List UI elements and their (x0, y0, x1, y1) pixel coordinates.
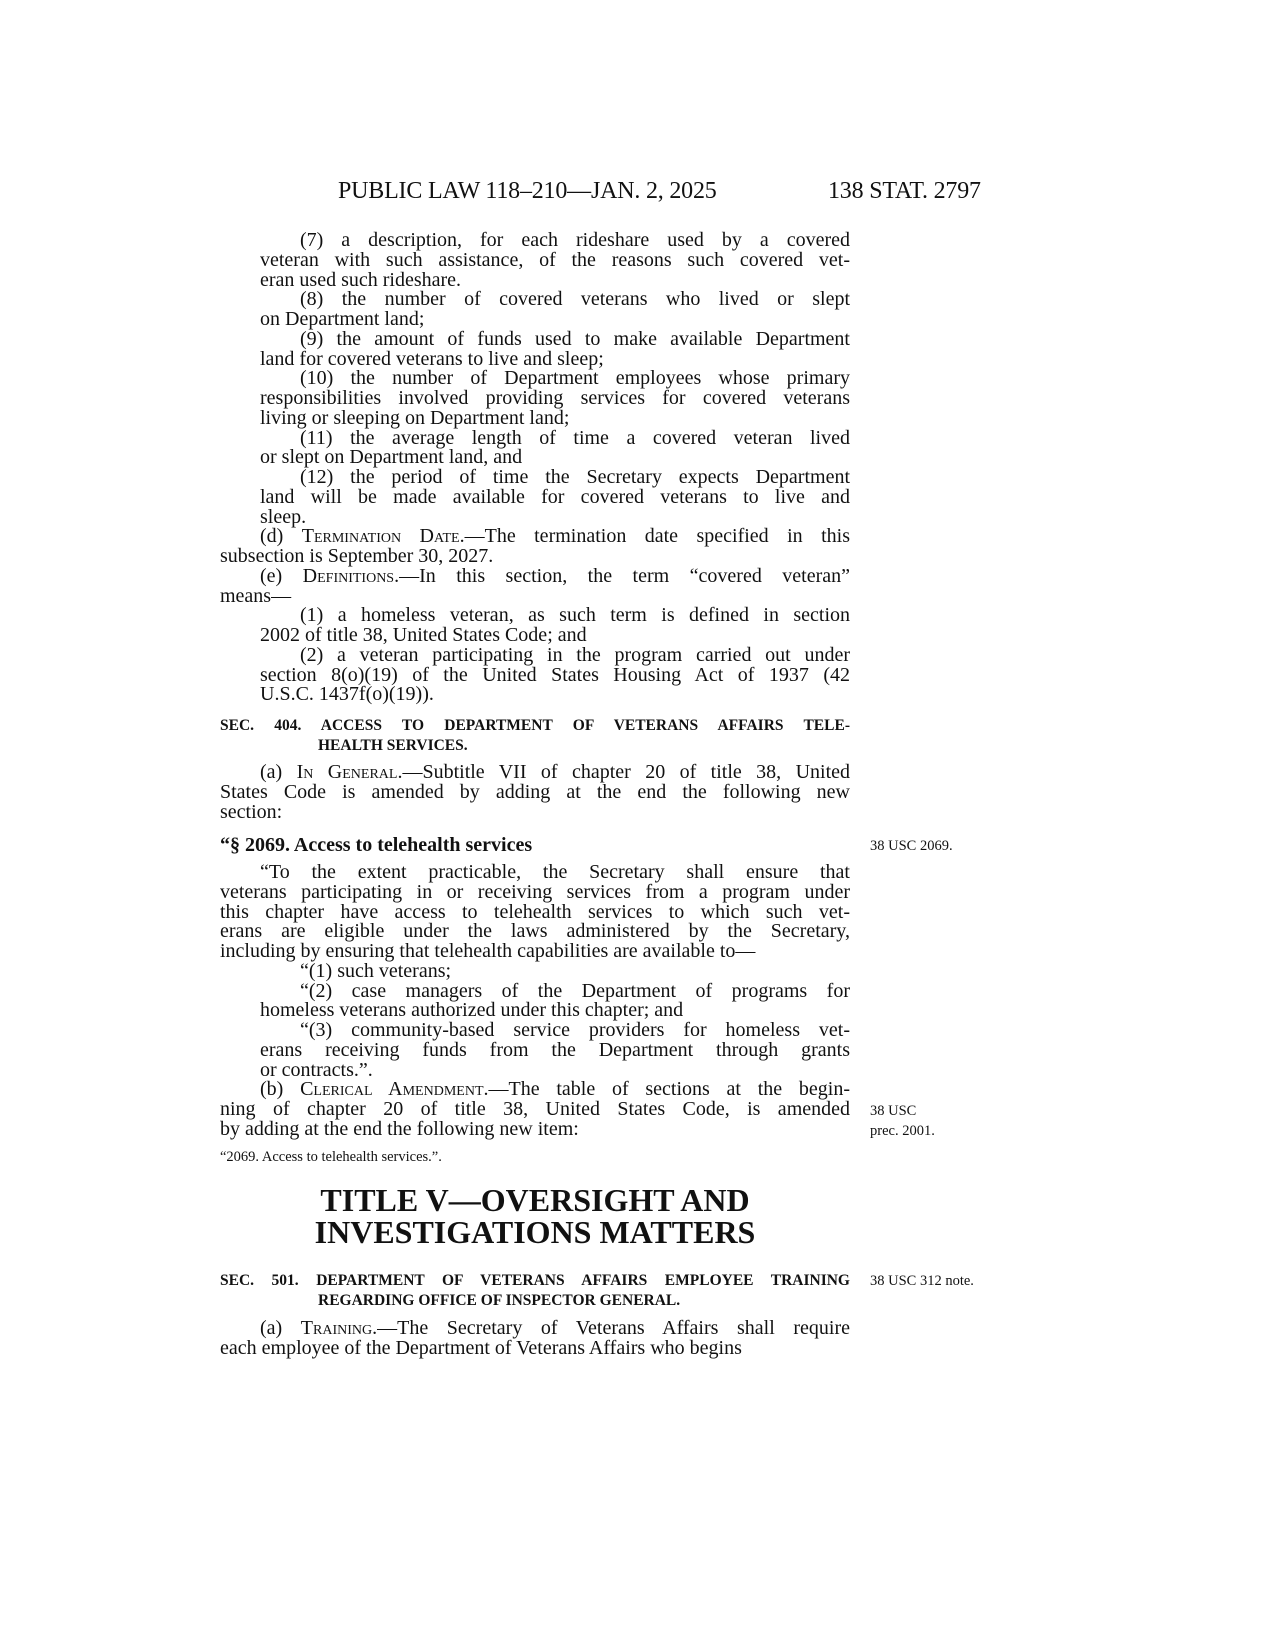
text-line: section: (220, 800, 283, 823)
page-number: 138 STAT. 2797 (828, 178, 981, 204)
text-line: States Code is amended by adding at the end the following new (220, 780, 850, 803)
paragraph (220, 468, 850, 527)
paragraph (220, 327, 850, 370)
paragraph (220, 959, 850, 982)
text-line: or slept on Department land, and (260, 446, 523, 469)
title-line: TITLE V—OVERSIGHT AND (320, 1182, 750, 1218)
text-line: each employee of the Department of Veterans Affairs who begins (220, 1336, 742, 1359)
line-text: —The termination date specified in this (464, 525, 850, 548)
text-line: or contracts.”. (260, 1058, 373, 1081)
text-line: “(3) community-based service providers for homeless vet- (300, 1019, 850, 1041)
text-line: 2002 of title 38, United States Code; and (260, 624, 587, 646)
paragraph (220, 527, 850, 567)
paragraph (220, 290, 850, 330)
text-line: “To the extent practicable, the Secretary shall ensure that (260, 861, 850, 883)
text-line: ning of chapter 20 of title 38, United States Code, is amended (220, 1098, 850, 1120)
margin-note: 38 USC 2069. (870, 838, 953, 854)
paragraph (220, 606, 850, 646)
paragraph (220, 426, 850, 469)
margin-note-line: 38 USC (870, 1103, 917, 1119)
margin-note: 38 USC 312 note. (870, 1273, 974, 1289)
text-line: (2) a veteran participating in the program carried out under (300, 643, 850, 666)
text-line: (1) a homeless veteran, as such term is defined in section (300, 604, 850, 627)
text-line: (11) the average length of time a covered veteran lived (300, 426, 850, 449)
text-line: (10) the number of Department employees whose primary (300, 367, 850, 390)
margin-note-line: prec. 2001. (870, 1123, 935, 1139)
text-line: “(2) case managers of the Department of programs for (300, 979, 850, 1002)
paragraph-designator: (b) (260, 1078, 301, 1101)
section-501-subsection-a (220, 1319, 850, 1359)
paragraph-designator: (d) (260, 525, 302, 548)
paragraph (220, 643, 850, 706)
text-line: land for covered veterans to live and sleep; (260, 347, 604, 370)
paragraph (220, 1080, 850, 1139)
text-line: subsection is September 30, 2027. (220, 545, 494, 567)
section-501-heading (220, 1271, 850, 1311)
paragraph (220, 1021, 850, 1080)
text-line: responsibilities involved providing services for covered veterans (260, 387, 850, 409)
section-heading-line: SEC. 404. ACCESS TO DEPARTMENT OF VETERANS AFFAIRS TELE- (220, 717, 850, 734)
paragraph (220, 231, 850, 290)
text-line: U.S.C. 1437f(o)(19)). (260, 683, 434, 706)
subsection-heading: In General. (296, 761, 403, 783)
title-v-heading (220, 1184, 850, 1248)
text-line: homeless veterans authorized under this chapter; and (260, 999, 684, 1022)
paragraph (220, 369, 850, 428)
section-404-heading (220, 716, 850, 756)
subsection-heading: Training. (300, 1317, 378, 1339)
text-line: erans receiving funds from the Department through grants (260, 1038, 850, 1061)
margin-note (870, 1101, 935, 1141)
line-text: —In this section, the term “covered veteran” (399, 564, 850, 587)
line-text: —The Secretary of Veterans Affairs shall require (377, 1317, 850, 1339)
text-line: by adding at the end the following new item: (220, 1117, 579, 1140)
text-line: veteran with such assistance, of the reasons such covered vet- (260, 248, 850, 271)
text-line (260, 1319, 850, 1339)
section-heading-line: HEALTH SERVICES. (318, 737, 468, 754)
subsection-heading: Clerical Amendment. (300, 1078, 489, 1101)
text-line (260, 564, 850, 587)
paragraph (220, 1319, 850, 1359)
line-text: —Subtitle VII of chapter 20 of title 38, United (402, 761, 850, 783)
paragraph-designator: (e) (260, 564, 303, 587)
text-line: this chapter have access to telehealth services to which such vet- (220, 900, 850, 923)
text-line: erans are eligible under the laws administered by the Secretary, (220, 920, 850, 943)
section-heading-line: SEC. 501. DEPARTMENT OF VETERANS AFFAIRS EMPLOYEE TRAINING (220, 1272, 850, 1289)
text-line: section 8(o)(19) of the United States Housing Act of 1937 (42 (260, 663, 850, 686)
text-line: (7) a description, for each rideshare used by a covered (300, 229, 850, 251)
text-line: (8) the number of covered veterans who lived or slept (300, 288, 850, 311)
subsection-a-in-general (220, 763, 850, 822)
text-line: on Department land; (260, 308, 425, 330)
section-2069-heading: “§ 2069. Access to telehealth services (220, 834, 533, 856)
text-line: land will be made available for covered veterans to live and (260, 485, 850, 508)
section-2069-text (220, 863, 850, 1140)
running-header-title: PUBLIC LAW 118–210—JAN. 2, 2025 (338, 178, 717, 204)
title-line: INVESTIGATIONS MATTERS (314, 1214, 756, 1250)
paragraph (220, 979, 850, 1022)
text-line: “(1) such veterans; (300, 959, 452, 982)
paragraph-designator: (a) (260, 761, 297, 783)
subsection-c-d-e (220, 231, 850, 705)
subsection-heading: Definitions. (302, 564, 400, 587)
line-text: —The table of sections at the begin- (488, 1078, 851, 1101)
text-line: sleep. (260, 505, 307, 528)
table-of-sections-item: “2069. Access to telehealth services.”. (220, 1149, 442, 1165)
text-line (260, 763, 850, 783)
text-line: eran used such rideshare. (260, 268, 462, 291)
paragraph (220, 863, 850, 962)
text-line: (12) the period of time the Secretary expects Department (300, 466, 850, 488)
paragraph (220, 763, 850, 822)
text-line: including by ensuring that telehealth capabilities are available to— (220, 940, 756, 962)
subsection-heading: Termination Date. (301, 525, 465, 548)
text-line: veterans participating in or receiving services from a program under (220, 880, 850, 903)
paragraph-designator: (a) (260, 1317, 301, 1339)
section-heading-line: REGARDING OFFICE OF INSPECTOR GENERAL. (318, 1292, 681, 1309)
text-line: (9) the amount of funds used to make available Department (300, 327, 850, 350)
paragraph (220, 564, 850, 607)
text-line: means— (220, 584, 292, 607)
text-line: living or sleeping on Department land; (260, 406, 570, 429)
